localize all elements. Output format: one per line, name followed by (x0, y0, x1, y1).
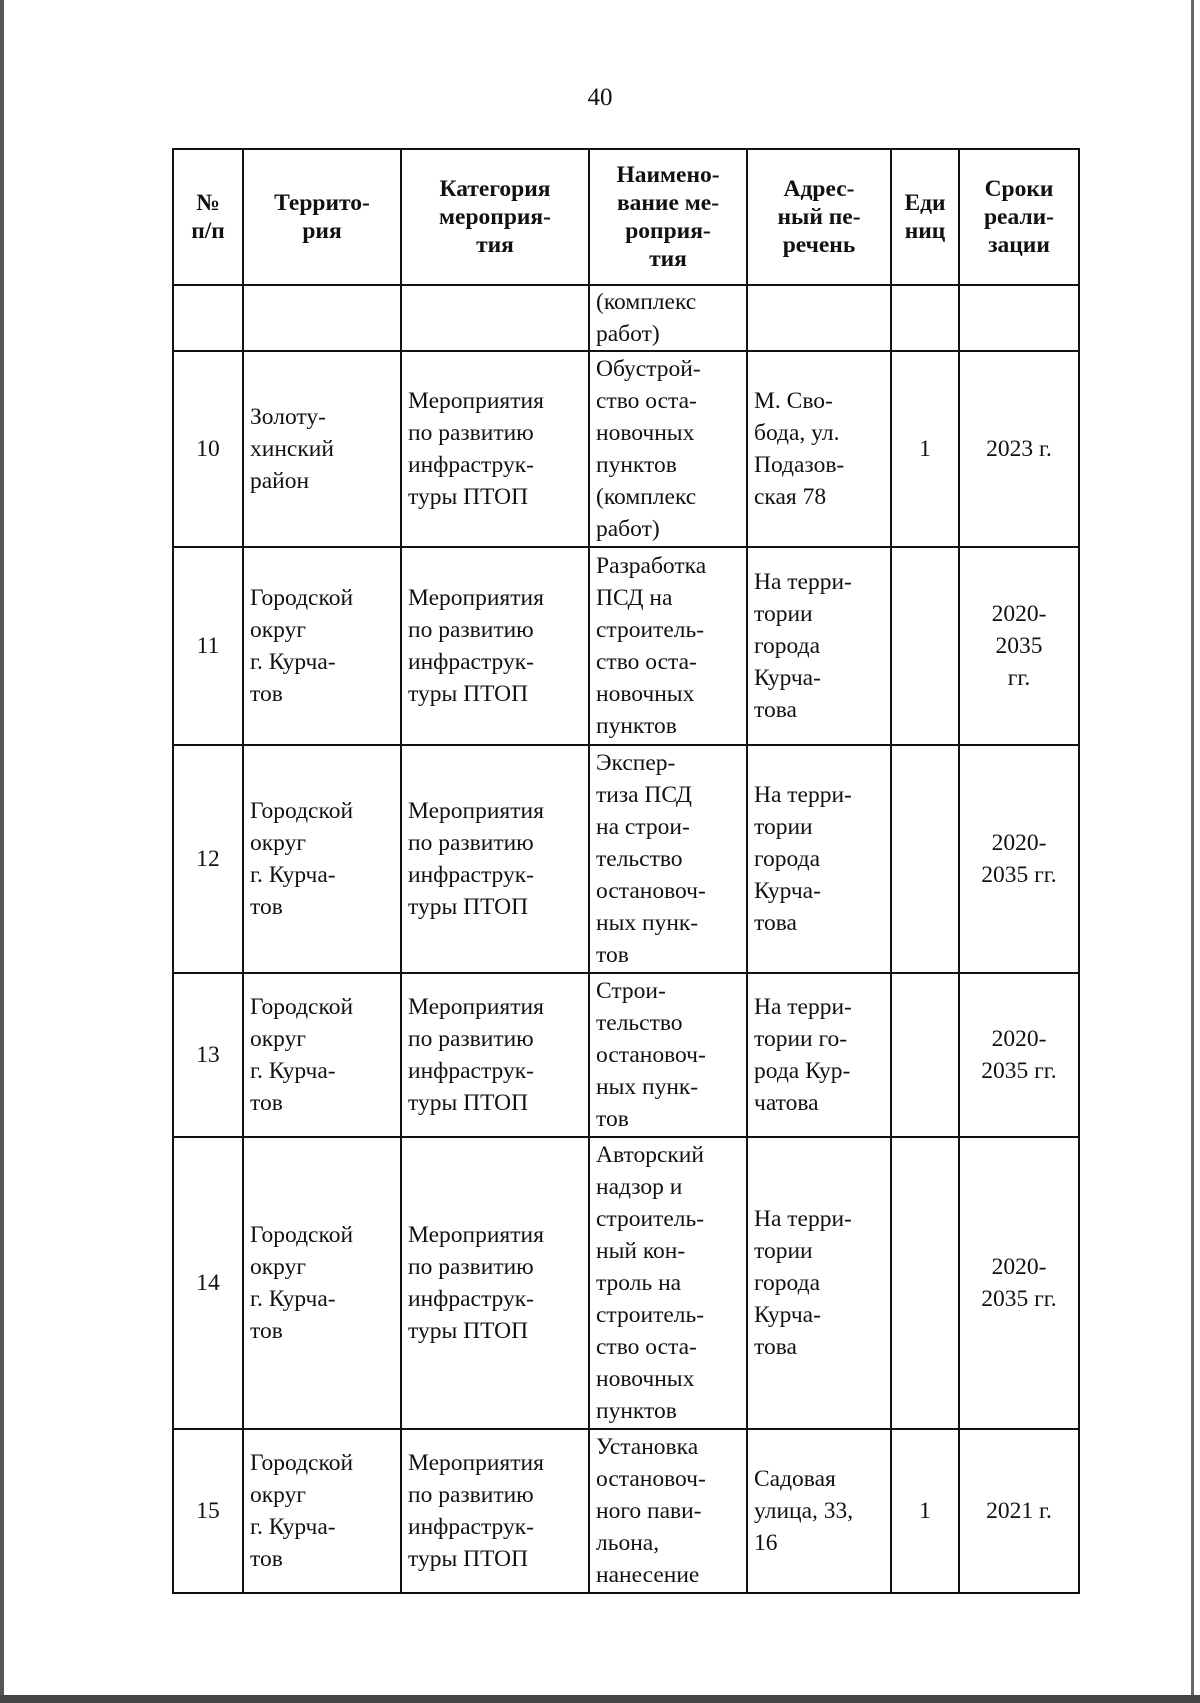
cell-number: 13 (173, 973, 243, 1137)
cell-units (891, 547, 959, 745)
table-row (173, 351, 1079, 547)
cell-category: Мероприятия по развитию инфраструк- туры ПТОП (401, 547, 589, 745)
cell-territory: Золоту- хинский район (243, 351, 401, 547)
cell-territory (243, 285, 401, 351)
cell-category (401, 285, 589, 351)
header-territory: Террито- рия (243, 149, 401, 285)
table-header-row (173, 149, 1079, 285)
cell-territory: Городской округ г. Курча- тов (243, 1429, 401, 1593)
header-units: Еди ниц (891, 149, 959, 285)
cell-name: (комплекс работ) (589, 285, 747, 351)
cell-term: 2023 г. (959, 351, 1079, 547)
header-term: Сроки реали- зации (959, 149, 1079, 285)
cell-units: 1 (891, 351, 959, 547)
cell-units (891, 285, 959, 351)
cell-address (747, 285, 891, 351)
table-row (173, 1137, 1079, 1429)
cell-units (891, 745, 959, 973)
cell-address: М. Сво- бода, ул. Подазов- ская 78 (747, 351, 891, 547)
cell-name: Обустрой- ство оста- новочных пунктов (комплекс работ) (589, 351, 747, 547)
cell-territory: Городской округ г. Курча- тов (243, 547, 401, 745)
cell-number (173, 285, 243, 351)
cell-term: 2020- 2035 гг. (959, 1137, 1079, 1429)
header-address: Адрес- ный пе- речень (747, 149, 891, 285)
header-category: Категория мероприя- тия (401, 149, 589, 285)
header-name: Наимено- вание ме- роприя- тия (589, 149, 747, 285)
cell-name: Авторский надзор и строитель- ный кон- троль на строитель- ство оста- новочных пунктов (589, 1137, 747, 1429)
cell-term: 2020- 2035 гг. (959, 547, 1079, 745)
cell-category: Мероприятия по развитию инфраструк- туры ПТОП (401, 973, 589, 1137)
cell-name: Разработка ПСД на строитель- ство оста- новочных пунктов (589, 547, 747, 745)
cell-category: Мероприятия по развитию инфраструк- туры ПТОП (401, 1429, 589, 1593)
cell-units: 1 (891, 1429, 959, 1593)
cell-territory: Городской округ г. Курча- тов (243, 1137, 401, 1429)
cell-address: Садовая улица, 33, 16 (747, 1429, 891, 1593)
cell-territory: Городской округ г. Курча- тов (243, 973, 401, 1137)
cell-term: 2020- 2035 гг. (959, 745, 1079, 973)
cell-name: Установка остановоч- ного пави- льона, нанесение (589, 1429, 747, 1593)
cell-territory: Городской округ г. Курча- тов (243, 745, 401, 973)
cell-category: Мероприятия по развитию инфраструк- туры ПТОП (401, 351, 589, 547)
table-row (173, 547, 1079, 745)
cell-number: 10 (173, 351, 243, 547)
cell-number: 11 (173, 547, 243, 745)
measures-table (172, 148, 1080, 1594)
table-row (173, 1429, 1079, 1593)
cell-category: Мероприятия по развитию инфраструк- туры ПТОП (401, 745, 589, 973)
cell-address: На терри- тории города Курча- това (747, 547, 891, 745)
cell-number: 12 (173, 745, 243, 973)
cell-name: Строи- тельство остановоч- ных пунк- тов (589, 973, 747, 1137)
cell-category: Мероприятия по развитию инфраструк- туры ПТОП (401, 1137, 589, 1429)
cell-address: На терри- тории города Курча- това (747, 1137, 891, 1429)
cell-address: На терри- тории го- рода Кур- чатова (747, 973, 891, 1137)
cell-term (959, 285, 1079, 351)
cell-units (891, 973, 959, 1137)
table-row (173, 745, 1079, 973)
scan-bottom-edge (0, 1695, 1200, 1703)
cell-term: 2021 г. (959, 1429, 1079, 1593)
cell-term: 2020- 2035 гг. (959, 973, 1079, 1137)
cell-number: 14 (173, 1137, 243, 1429)
scan-right-edge (1191, 0, 1194, 1703)
cell-units (891, 1137, 959, 1429)
cell-address: На терри- тории города Курча- това (747, 745, 891, 973)
header-number: № п/п (173, 149, 243, 285)
table-row (173, 973, 1079, 1137)
table-row (173, 285, 1079, 351)
cell-number: 15 (173, 1429, 243, 1593)
page-number: 40 (587, 84, 613, 111)
scan-left-edge (0, 0, 4, 1703)
cell-name: Экспер- тиза ПСД на строи- тельство остановоч- ных пунк- тов (589, 745, 747, 973)
